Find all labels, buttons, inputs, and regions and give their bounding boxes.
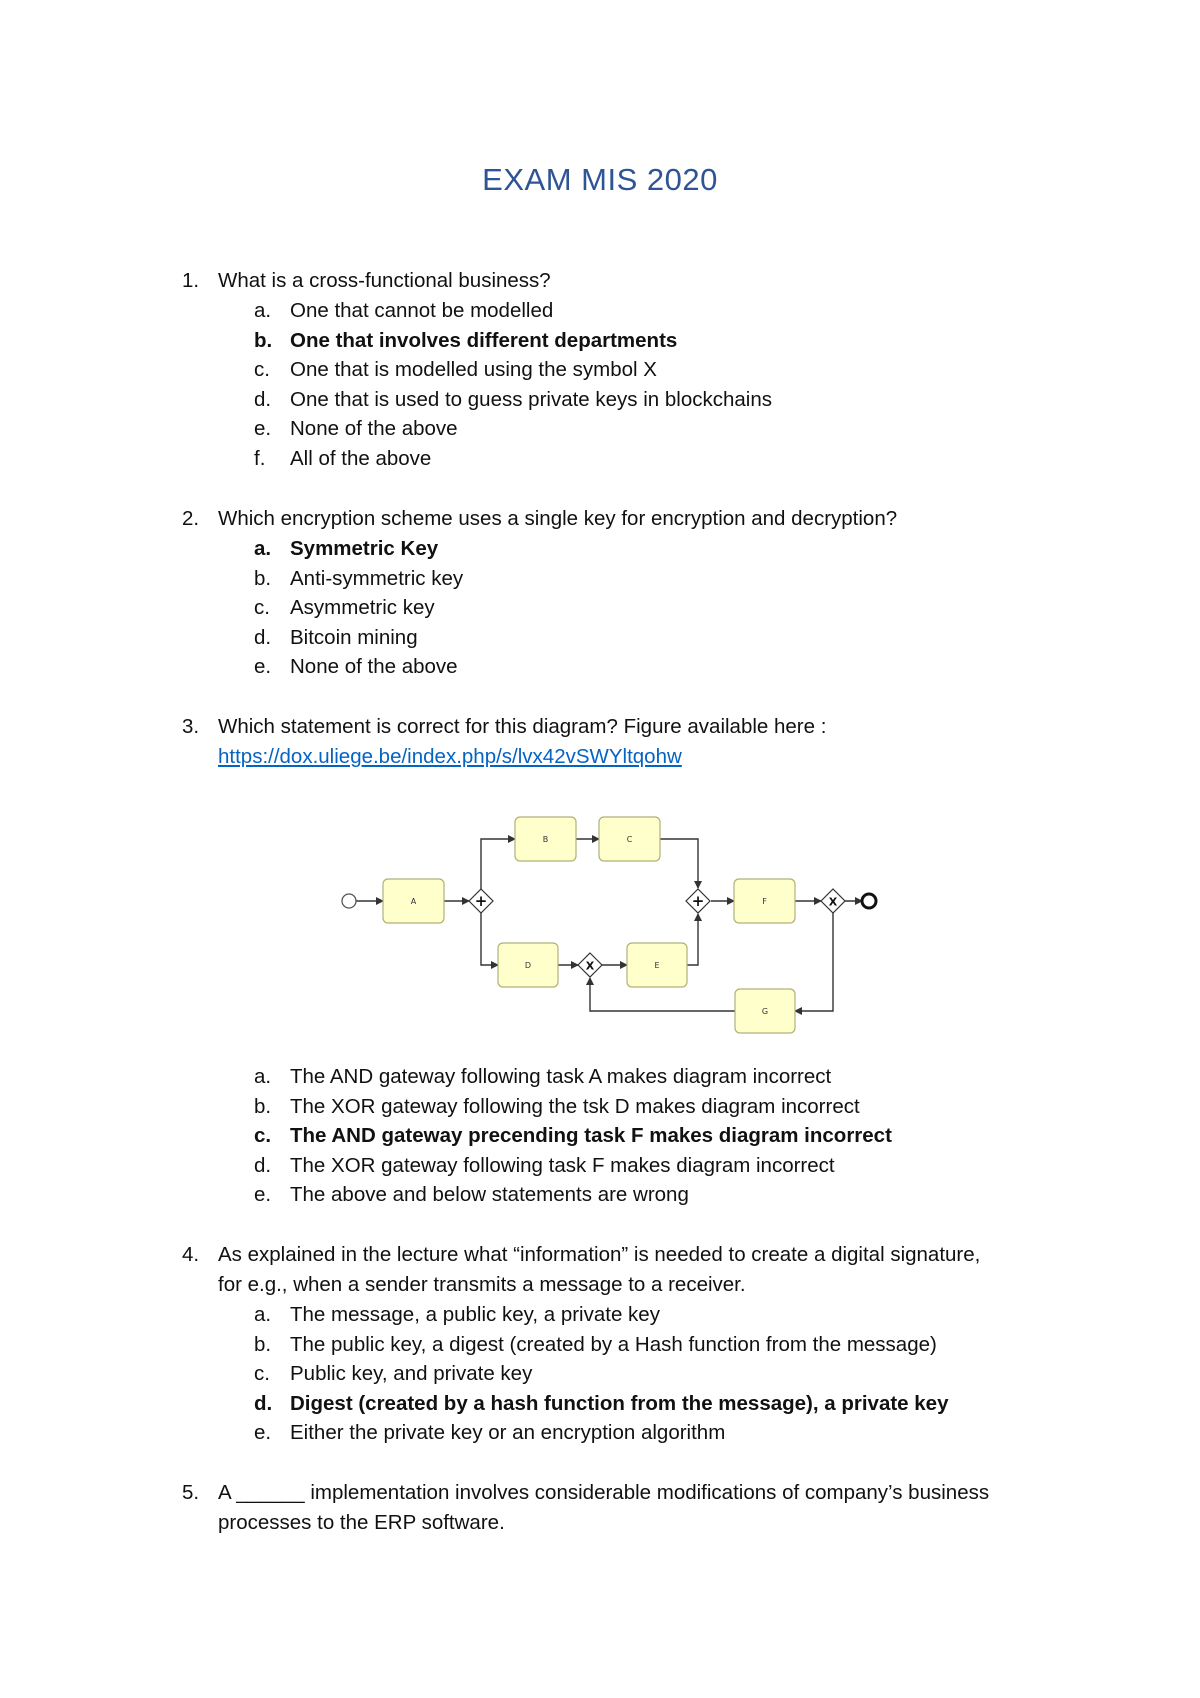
svg-text:+: + [691, 892, 705, 910]
task-c [599, 817, 660, 861]
bpmn-diagram-svg [330, 805, 900, 1035]
question-number: 1. [182, 269, 200, 292]
option: a. The message, a public key, a private key [254, 1303, 660, 1326]
option-correct: c. The AND gateway precending task F makes diagram incorrect [254, 1124, 892, 1147]
question-1 [182, 266, 1062, 473]
question-3-options [182, 1062, 1062, 1210]
option: e. Either the private key or an encryption algorithm [254, 1421, 726, 1444]
question-stem-line-1: A ______ implementation involves considerable modifications of company’s business [218, 1481, 990, 1504]
end-event [862, 894, 876, 908]
question-stem-line-1: As explained in the lecture what “information” is needed to create a digital signature, [218, 1243, 981, 1266]
xor-gateway-merge-d-g [578, 953, 602, 977]
option-correct: a. Symmetric Key [254, 537, 439, 560]
option: d. One that is used to guess private keys in blockchains [254, 387, 773, 411]
options-list [182, 296, 1062, 473]
option: a. One that cannot be modelled [254, 299, 554, 322]
question-4 [182, 1240, 1062, 1448]
option: a. The AND gateway following task A makes diagram incorrect [254, 1065, 832, 1088]
svg-text:C: C [626, 835, 633, 844]
svg-text:A: A [410, 897, 417, 906]
figure-link[interactable]: https://dox.uliege.be/index.php/s/lvx42vSWYltqohw [218, 745, 682, 768]
sequence-flows [356, 839, 862, 1011]
task-b [515, 817, 576, 861]
question-stem: Which statement is correct for this diagram? Figure available here : [218, 715, 827, 738]
svg-text:B: B [542, 835, 549, 844]
option: e. The above and below statements are wrong [254, 1183, 689, 1206]
option: c. One that is modelled using the symbol X [254, 358, 657, 381]
task-d [498, 943, 558, 987]
task-e [627, 943, 687, 987]
svg-text:+: + [474, 892, 488, 910]
start-event [342, 894, 356, 908]
question-number: 5. [182, 1481, 200, 1504]
svg-text:E: E [654, 961, 660, 970]
option: d. The XOR gateway following task F makes diagram incorrect [254, 1153, 835, 1177]
option: b. The XOR gateway following the tsk D makes diagram incorrect [254, 1094, 860, 1118]
option: e. None of the above [254, 655, 458, 678]
and-gateway-join [686, 889, 710, 913]
question-5 [182, 1478, 1062, 1538]
xor-gateway-split-after-f [821, 889, 845, 913]
svg-text:F: F [762, 897, 767, 906]
question-stem-line-2: processes to the ERP software. [218, 1511, 505, 1534]
svg-text:X: X [828, 895, 838, 909]
question-number: 4. [182, 1243, 200, 1266]
option: c. Asymmetric key [254, 596, 435, 619]
question-2 [182, 504, 1062, 682]
task-f [734, 879, 795, 923]
option: b. Anti-symmetric key [254, 566, 464, 590]
question-number: 2. [182, 507, 200, 530]
bpmn-diagram [330, 805, 900, 1035]
svg-text:D: D [524, 961, 532, 970]
options-list [182, 1300, 1062, 1448]
option: e. None of the above [254, 417, 458, 440]
question-stem: What is a cross-functional business? [218, 269, 551, 292]
and-gateway-split [469, 889, 493, 913]
question-stem: Which encryption scheme uses a single key for encryption and decryption? [218, 507, 898, 530]
task-g [735, 989, 795, 1033]
options-list [182, 1062, 1062, 1210]
task-a [383, 879, 444, 923]
question-number: 3. [182, 715, 200, 738]
option: c. Public key, and private key [254, 1362, 533, 1385]
option: b. The public key, a digest (created by a Hash function from the message) [254, 1332, 937, 1356]
question-3 [182, 712, 1062, 772]
option: d. Bitcoin mining [254, 625, 418, 649]
option: f. All of the above [254, 446, 432, 470]
svg-text:G: G [761, 1007, 769, 1016]
page-title: EXAM MIS 2020 [482, 162, 718, 197]
option-correct: d. Digest (created by a hash function from the message), a private key [254, 1391, 949, 1415]
option-correct: b. One that involves different departments [254, 328, 678, 352]
svg-text:X: X [585, 959, 595, 973]
options-list [182, 534, 1062, 682]
question-stem-line-2: for e.g., when a sender transmits a message to a receiver. [218, 1273, 746, 1296]
